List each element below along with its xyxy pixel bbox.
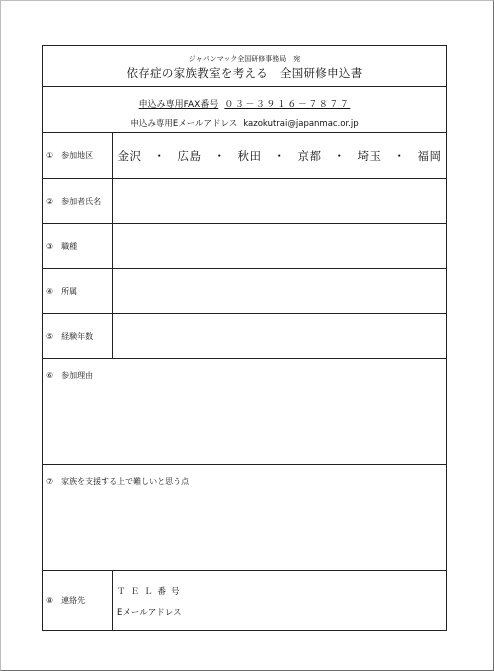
name-label: ② 参加者氏名 [43, 179, 113, 223]
affiliation-row [43, 269, 446, 314]
difficulties-row [43, 465, 446, 571]
application-form [42, 45, 447, 631]
email-line [43, 117, 446, 129]
name-row [43, 179, 446, 224]
region-label: ① 参加地区 [43, 133, 113, 178]
contact-label: ⑧ 連絡先 [43, 571, 113, 630]
organization-line: ジャパンマック全国研修事務局 宛 [188, 55, 301, 63]
fax-line [43, 97, 446, 110]
form-title: 依存症の家族教室を考える 全国研修申込書 [126, 66, 363, 80]
contact-email-label: Eメールアドレス [117, 608, 182, 618]
affiliation-label: ④ 所属 [43, 269, 113, 313]
difficulties-label: ⑦ 家族を支援する上で難しいと思う点 [46, 477, 190, 486]
fax-label: 申込み専用FAX番号 [138, 100, 219, 110]
submission-info-row [43, 87, 446, 133]
fax-number: ０３－３９１６－７８７７ [224, 100, 351, 110]
occupation-row [43, 224, 446, 269]
email-address: kazokutrai@japanmac.or.jp [243, 119, 359, 129]
region-row [43, 133, 446, 179]
reason-label: ⑥ 参加理由 [46, 371, 94, 380]
header-row [43, 46, 446, 87]
contact-row [43, 571, 446, 630]
occupation-label: ③ 職種 [43, 224, 113, 268]
reason-row [43, 359, 446, 465]
experience-label: ⑤ 経験年数 [43, 314, 113, 358]
experience-row [43, 314, 446, 359]
email-label: 申込み専用Eメールアドレス [130, 119, 238, 129]
tel-label: ＴＥＬ番号 [117, 587, 185, 597]
region-options: 金沢 ・ 広島 ・ 秋田 ・ 京都 ・ 埼玉 ・ 福岡 [117, 148, 442, 163]
